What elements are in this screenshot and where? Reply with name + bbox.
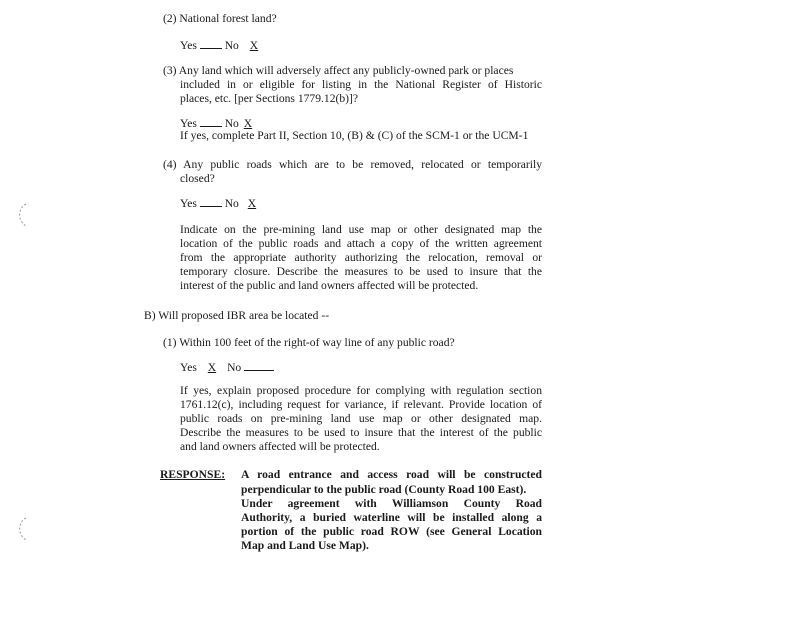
q2-yes-label: Yes: [180, 39, 197, 52]
q2-label: (2) National forest land?: [163, 12, 277, 25]
q4-instr-4: temporary closure. Describe the measures to be used to insure that the: [180, 265, 542, 278]
b1-answer-line: [180, 360, 274, 374]
q4-instr-2: location of the public roads and attach a copy of the written agreement: [180, 237, 542, 250]
b1-instr-2: 1761.12(c), including request for variance, if relevant. Provide location of: [180, 398, 542, 411]
q4-instr-5: interest of the public and land owners affected will be protected.: [180, 279, 479, 292]
q3-note: If yes, complete Part II, Section 10, (B) & (C) of the SCM-1 or the UCM-1: [180, 129, 529, 142]
q4-line-2: closed?: [180, 172, 215, 185]
section-b-heading: B) Will proposed IBR area be located --: [144, 309, 330, 322]
b1-instr-1: If yes, explain proposed procedure for complying with regulation section: [180, 384, 542, 397]
b1-instr-3: public roads on pre-mining land use map or other designated map.: [180, 412, 542, 425]
b1-no-label: No: [227, 361, 242, 374]
b1-yes-mark: X: [207, 361, 217, 374]
q3-yes-label: Yes: [180, 117, 197, 130]
q4-answer-line: [180, 196, 262, 210]
b1-yes-label: Yes: [180, 361, 197, 374]
q3-answer-line: [180, 116, 254, 130]
q3-line-3: places, etc. [per Sections 1779.12(b)]?: [180, 92, 359, 105]
q4-line-1: (4) Any public roads which are to be removed, relocated or temporarily: [163, 158, 542, 171]
q3-yes-blank: [200, 116, 222, 127]
response-label: RESPONSE:: [160, 468, 226, 481]
q4-no-label: No: [224, 197, 239, 210]
q4-instr-1: Indicate on the pre-mining land use map or other designated map the: [180, 223, 542, 236]
q2-no-mark: X: [249, 39, 259, 52]
response-line-3: Under agreement with Williamson County Road: [241, 497, 542, 510]
b1-instr-4: Describe the measures to be used to insure that the interest of the public: [180, 426, 542, 439]
response-line-4: Authority, a buried waterline will be installed along a: [241, 511, 542, 524]
b1-no-blank: [244, 360, 274, 371]
response-line-5: portion of the public road ROW (see General Location: [241, 525, 542, 538]
q4-yes-blank: [200, 196, 222, 207]
q3-no-mark: X: [243, 117, 253, 130]
q4-instr-3: from the appropriate authority authorizing the relocation, removal or: [180, 251, 542, 264]
q3-line-1: (3) Any land which will adversely affect any publicly-owned park or places: [163, 64, 514, 77]
q4-yes-label: Yes: [180, 197, 197, 210]
q3-line-2: included in or eligible for listing in the National Register of Historic: [180, 78, 542, 91]
scan-artifact-mark: [14, 200, 30, 230]
response-line-2: perpendicular to the public road (County Road 100 East).: [241, 483, 527, 496]
response-line-1: A road entrance and access road will be constructed: [241, 468, 542, 481]
q2-yes-blank: [200, 38, 222, 49]
scan-artifact-mark: [14, 514, 30, 544]
q3-no-label: No: [224, 117, 239, 130]
q4-no-mark: X: [247, 197, 257, 210]
q2-answer-line: [180, 38, 266, 52]
response-line-6: Map and Land Use Map).: [241, 539, 369, 552]
b1-instr-5: and land owners affected will be protected.: [180, 440, 380, 453]
b1-label: (1) Within 100 feet of the right-of way line of any public road?: [163, 336, 455, 349]
q2-no-label: No: [224, 39, 239, 52]
